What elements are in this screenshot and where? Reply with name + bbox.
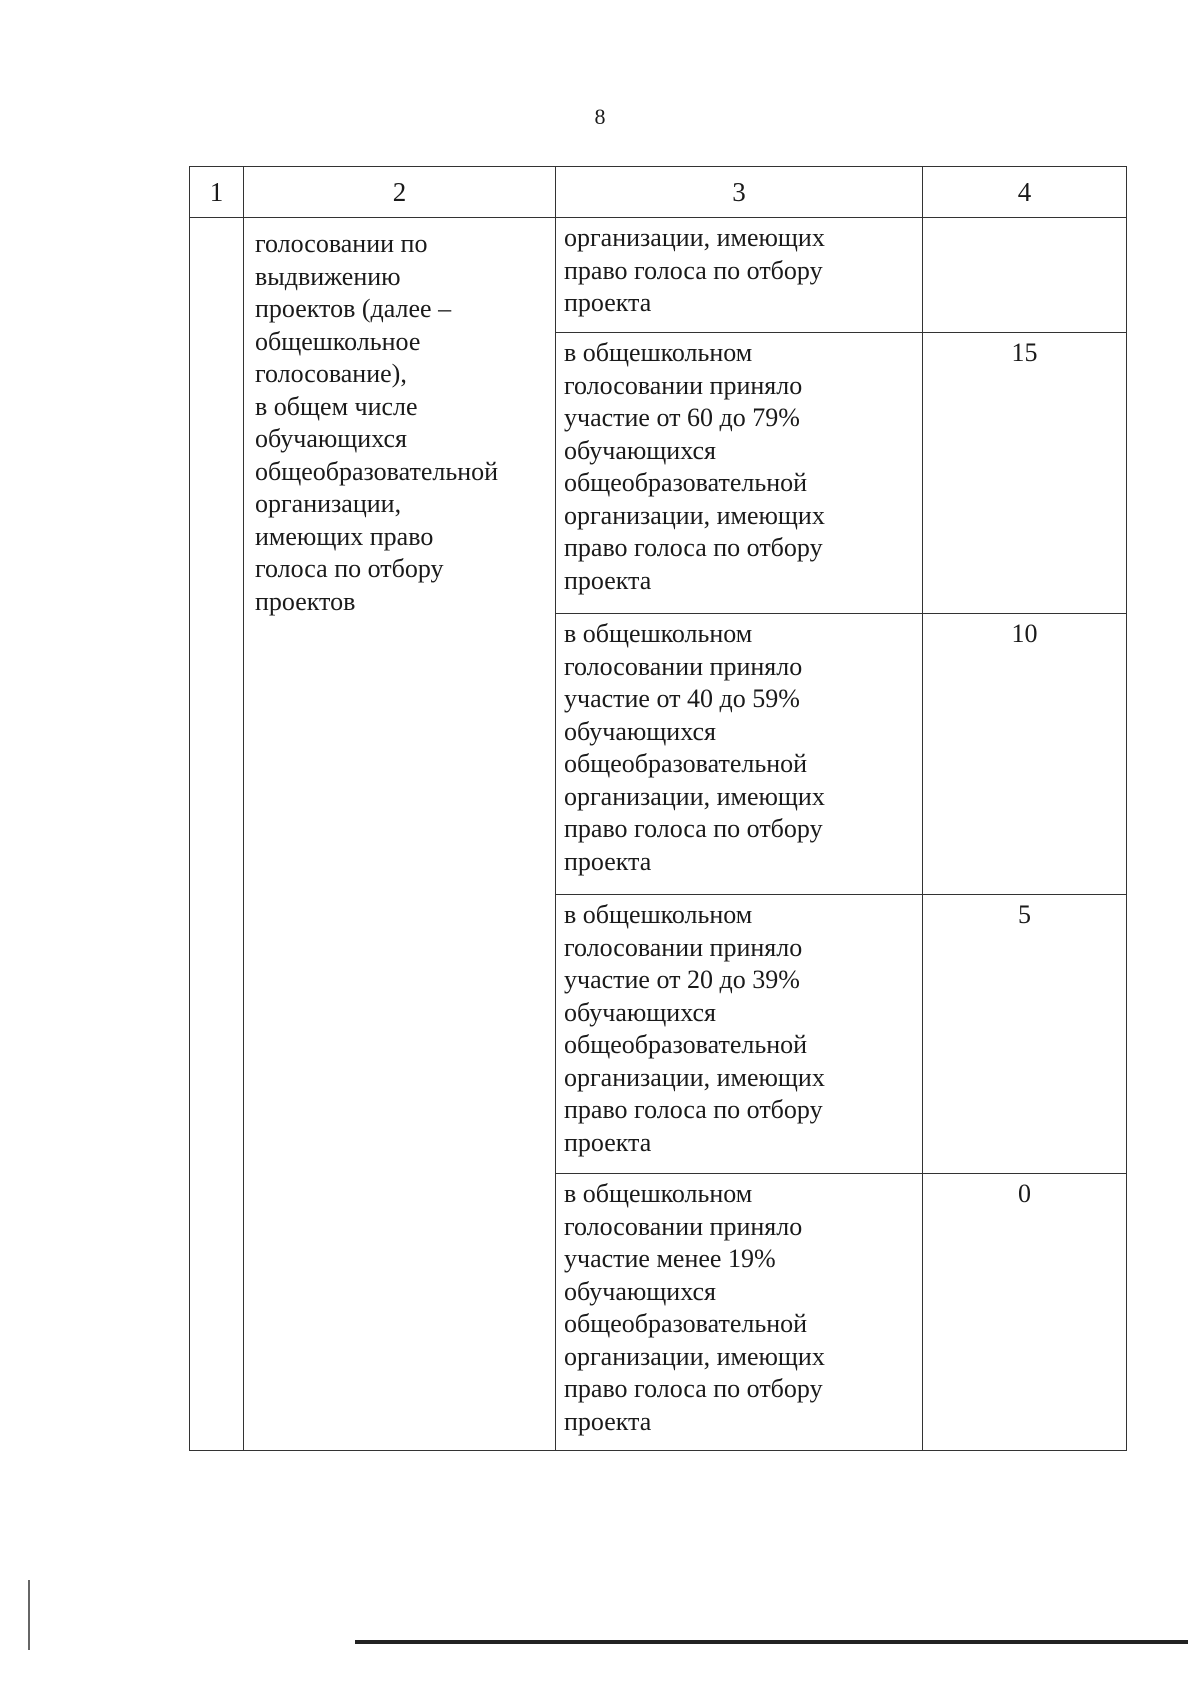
criterion-cell — [556, 218, 923, 333]
score-cell: 15 — [923, 333, 1127, 614]
header-row — [190, 167, 1127, 218]
score-cell: 0 — [923, 1174, 1127, 1451]
criterion-cell — [556, 333, 923, 614]
header-col-1: 1 — [190, 167, 244, 218]
indicator-cell — [244, 218, 556, 1451]
score-cell: 5 — [923, 895, 1127, 1174]
criterion-text: в общешкольном голосовании приняло участие от 40 до 59% обучающихся общеобразовательной организации, имеющих право голоса по отбору проекта — [564, 619, 825, 876]
criterion-cell — [556, 895, 923, 1174]
footer-rule — [355, 1640, 1188, 1644]
table-row — [190, 218, 1127, 333]
page-number: 8 — [594, 104, 606, 129]
criterion-text: в общешкольном голосовании приняло участие менее 19% обучающихся общеобразовательной организации, имеющих право голоса по отбору проекта — [564, 1179, 825, 1436]
table-header — [190, 167, 1127, 218]
criterion-cell — [556, 614, 923, 895]
header-col-2: 2 — [244, 167, 556, 218]
score-cell — [923, 218, 1127, 333]
header-col-4: 4 — [923, 167, 1127, 218]
indicator-text: голосовании по выдвижению проектов (далее – общешкольное голосование), в общем числе обучающихся общеобразовательной организации, имеющих право голоса по отбору проектов — [255, 229, 499, 616]
score-cell: 10 — [923, 614, 1127, 895]
table-body — [190, 218, 1127, 1451]
criterion-text: в общешкольном голосовании приняло участие от 60 до 79% обучающихся общеобразовательной организации, имеющих право голоса по отбору проекта — [564, 338, 825, 595]
criterion-cell — [556, 1174, 923, 1451]
scan-edge-mark — [28, 1580, 30, 1650]
criterion-text: в общешкольном голосовании приняло участие от 20 до 39% обучающихся общеобразовательной организации, имеющих право голоса по отбору проекта — [564, 900, 825, 1157]
index-cell — [190, 218, 244, 1451]
criterion-text: организации, имеющих право голоса по отбору проекта — [564, 223, 825, 317]
header-col-3: 3 — [556, 167, 923, 218]
criteria-table — [189, 166, 1127, 1451]
